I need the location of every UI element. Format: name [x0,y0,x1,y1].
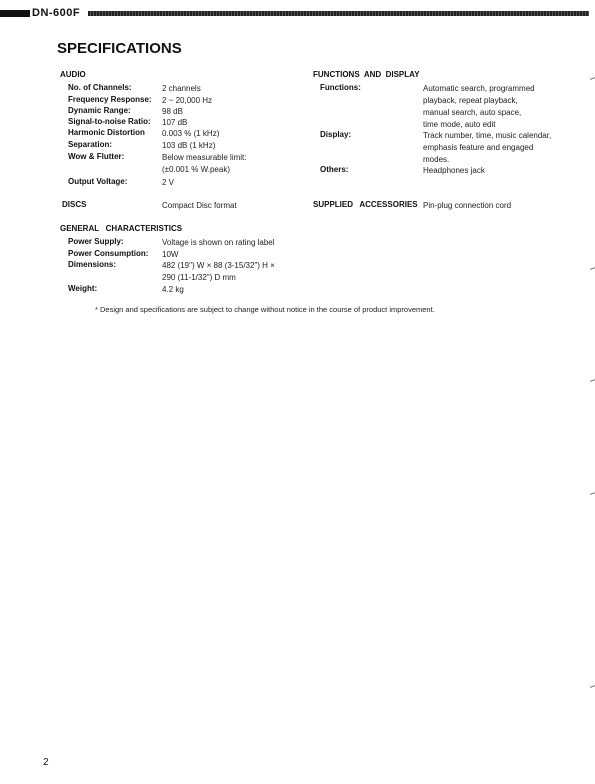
audio-heading: AUDIO [60,70,86,79]
page-title: SPECIFICATIONS [57,40,182,57]
spec-label: No. of Channels: [68,83,132,92]
spec-label: Weight: [68,284,98,293]
scan-mark [590,379,595,382]
spec-value-line-2: 290 (11-1/32") D mm [162,273,236,282]
spec-value: 4.2 kg [162,285,184,294]
spec-label: Frequency Response: [68,95,152,104]
spec-value: Below measurable limit: [162,153,247,162]
spec-label: Display: [320,130,352,139]
spec-value: Headphones jack [423,166,485,175]
spec-value-line-3: manual search, auto space, [423,108,522,117]
spec-label: Dynamic Range: [68,106,131,115]
spec-label: Signal-to-noise Ratio: [68,117,151,126]
scan-mark [590,77,595,80]
model-name: DN-600F [32,7,81,19]
spec-label: Power Consumption: [68,249,149,258]
spec-value: 98 dB [162,107,183,116]
spec-value: Automatic search, programmed [423,84,535,93]
spec-value: 107 dB [162,118,188,127]
accessories-heading: SUPPLIED ACCESSORIES [313,200,418,209]
footnote: * Design and specifications are subject to change without notice in the course of product improvement. [95,305,435,314]
spec-label: Wow & Flutter: [68,152,125,161]
spec-value: 482 (19") W × 88 (3-15/32") H × [162,261,275,270]
spec-value: 2 V [162,178,175,187]
scan-mark [590,685,595,688]
spec-value-line-2: emphasis feature and engaged [423,143,534,152]
spec-label: Harmonic Distortion [68,128,145,137]
page-number: 2 [43,757,49,768]
spec-label: Dimensions: [68,260,117,269]
scan-mark [590,492,595,495]
spec-label: Functions: [320,83,361,92]
spec-value-line-2: playback, repeat playback, [423,96,518,105]
scan-mark [590,267,595,270]
header-lead-block [0,10,30,17]
spec-value-line-3: modes. [423,155,450,164]
discs-heading: DISCS [62,200,87,209]
spec-value-line-2: (±0.001 % W.peak) [162,165,230,174]
spec-value: Voltage is shown on rating label [162,238,275,247]
spec-value: 10W [162,250,179,259]
spec-value: 0.003 % (1 kHz) [162,129,220,138]
general-heading: GENERAL CHARACTERISTICS [60,224,183,233]
spec-label: Output Voltage: [68,177,128,186]
header-rule [88,11,589,16]
functions-heading: FUNCTIONS AND DISPLAY [313,70,420,79]
spec-label: Separation: [68,140,113,149]
spec-value: 2 ~ 20,000 Hz [162,96,213,105]
accessories-value: Pin-plug connection cord [423,201,512,210]
spec-value: 2 channels [162,84,201,93]
header-bar [0,8,595,19]
spec-value-line-4: time mode, auto edit [423,120,496,129]
spec-label: Power Supply: [68,237,124,246]
spec-value: 103 dB (1 kHz) [162,141,216,150]
spec-label: Others: [320,165,349,174]
discs-value: Compact Disc format [162,201,237,210]
spec-value: Track number, time, music calendar, [423,131,552,140]
